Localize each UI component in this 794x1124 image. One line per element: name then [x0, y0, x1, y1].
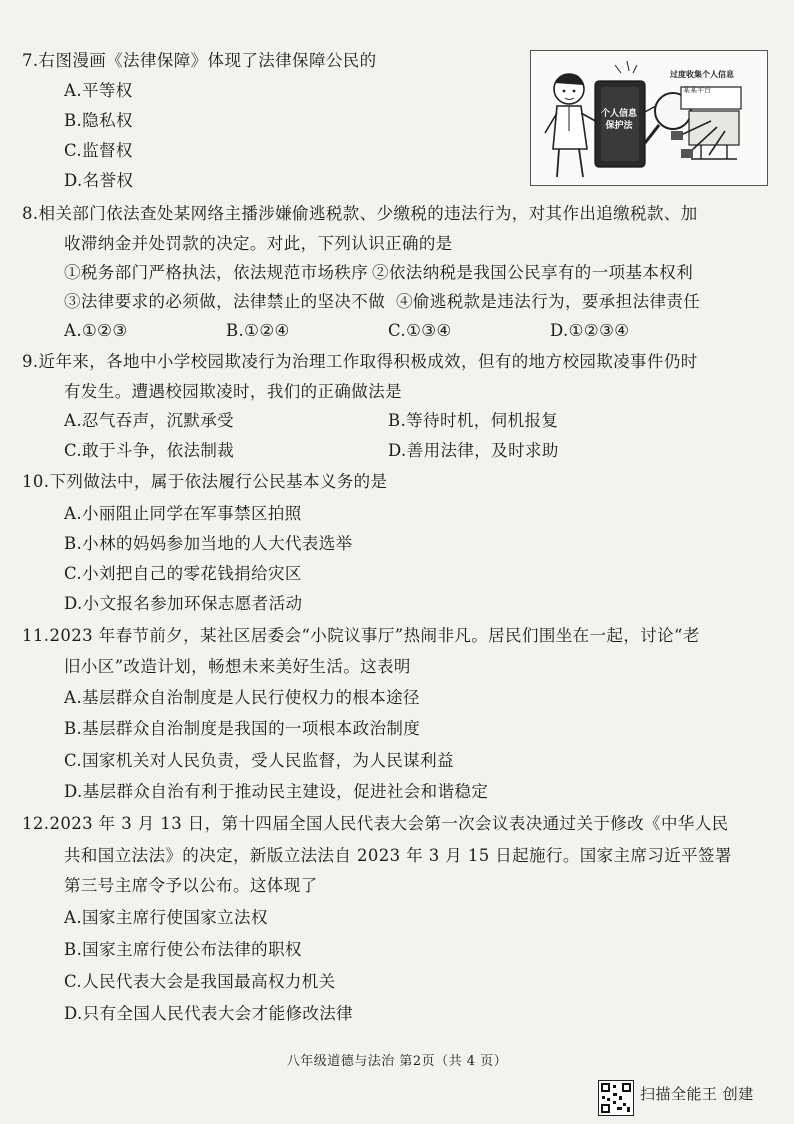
q8-statement-4: ④偷逃税款是违法行为，要承担法律责任 — [396, 292, 701, 311]
q10-stem: 10.下列做法中，属于依法履行公民基本义务的是 — [22, 472, 388, 491]
q9-option-b: B.等待时机，伺机报复 — [388, 411, 559, 430]
q11-stem-line-2: 旧小区”改造计划，畅想未来美好生活。这表明 — [64, 657, 411, 676]
q9-stem-line-2: 有发生。遭遇校园欺凌时，我们的正确做法是 — [64, 382, 402, 401]
q9-option-d: D.善用法律，及时求助 — [388, 441, 559, 460]
q10-option-a: A.小丽阻止同学在军事禁区拍照 — [64, 504, 302, 523]
q12-option-c: C.人民代表大会是我国最高权力机关 — [64, 972, 336, 991]
q12-option-b: B.国家主席行使公布法律的职权 — [64, 940, 302, 959]
q8-option-a: A.①②③ — [64, 321, 128, 340]
q12-stem-line-2: 共和国立法法》的决定，新版立法法自 2023 年 3 月 15 日起施行。国家主席习近平签署 — [64, 846, 732, 865]
q9-option-a: A.忍气吞声，沉默承受 — [64, 411, 235, 430]
q11-option-a: A.基层群众自治制度是人民行使权力的根本途径 — [64, 688, 420, 707]
q11-stem-line-1: 11.2023 年春节前夕，某社区居委会“小院议事厅”热闹非凡。居民们围坐在一起，讨论“老 — [22, 626, 700, 645]
q8-option-c: C.①③④ — [388, 321, 452, 340]
q10-option-b: B.小林的妈妈参加当地的人大代表选举 — [64, 534, 353, 553]
q7-stem: 7.右图漫画《法律保障》体现了法律保障公民的 — [22, 51, 377, 70]
q8-stem-line-1: 8.相关部门依法查处某网络主播涉嫌偷逃税款、少缴税的违法行为，对其作出追缴税款、加 — [22, 204, 698, 223]
cartoon-sign: 某某平台 — [683, 86, 711, 94]
q8-stem-line-2: 收滞纳金并处罚款的决定。对此，下列认识正确的是 — [64, 234, 453, 253]
q11-option-d: D.基层群众自治有利于推动民主建设，促进社会和谐稳定 — [64, 782, 489, 801]
cartoon-caption: 过度收集个人信息 — [670, 70, 734, 79]
q7-option-c: C.监督权 — [64, 141, 133, 160]
q8-option-b: B.①②④ — [226, 321, 290, 340]
q12-stem-line-3: 第三号主席令予以公布。这体现了 — [64, 876, 318, 895]
q12-option-d: D.只有全国人民代表大会才能修改法律 — [64, 1004, 354, 1023]
q9-option-c: C.敢于斗争，依法制裁 — [64, 441, 235, 460]
q10-option-c: C.小刘把自己的零花钱捐给灾区 — [64, 564, 302, 583]
q7-option-a: A.平等权 — [64, 81, 133, 100]
q8-statement-1: ①税务部门严格执法，依法规范市场秩序 — [64, 263, 369, 282]
shield-label: 个人信息保护法 — [600, 109, 637, 131]
page-footer: 八年级道德与法治 第2页（共 4 页） — [286, 1054, 508, 1069]
q8-statement-2: ②依法纳税是我国公民享有的一项基本权利 — [372, 263, 694, 282]
q8-statement-3: ③法律要求的必须做，法律禁止的坚决不做 — [64, 292, 386, 311]
qr-code-icon — [598, 1080, 634, 1116]
q11-option-c: C.国家机关对人民负责，受人民监督，为人民谋利益 — [64, 751, 454, 770]
q10-option-d: D.小文报名参加环保志愿者活动 — [64, 594, 303, 613]
q12-option-a: A.国家主席行使国家立法权 — [64, 908, 268, 927]
scanner-watermark: 扫描全能王 创建 — [640, 1085, 754, 1103]
q8-option-d: D.①②③④ — [550, 321, 630, 340]
q7-option-b: B.隐私权 — [64, 111, 133, 130]
q12-stem-line-1: 12.2023 年 3 月 13 日，第十四届全国人民代表大会第一次会议表决通过关于修改《中华人民 — [22, 814, 729, 833]
q9-stem-line-1: 9.近年来，各地中小学校园欺凌行为治理工作取得积极成效，但有的地方校园欺凌事件仍时 — [22, 352, 698, 371]
q7-option-d: D.名誉权 — [64, 171, 134, 190]
q11-option-b: B.基层群众自治制度是我国的一项根本政治制度 — [64, 719, 421, 738]
